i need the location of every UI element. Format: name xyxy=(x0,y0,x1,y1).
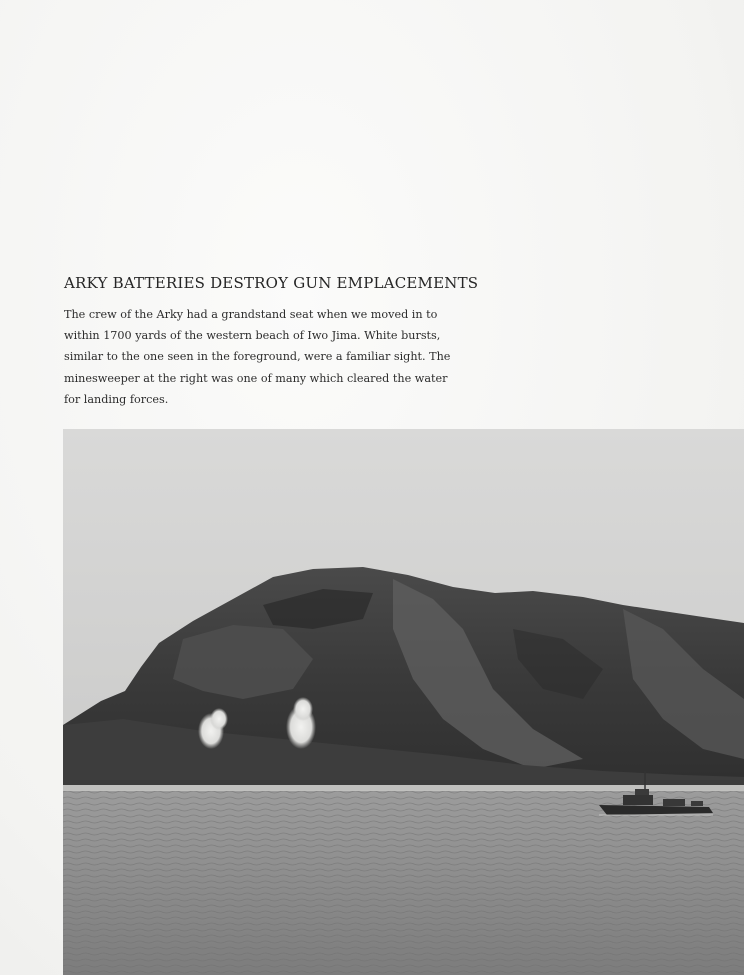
iwo-jima-photograph xyxy=(63,429,744,975)
shell-burst xyxy=(293,697,313,721)
article-body-line: within 1700 yards of the western beach of Iwo Jima. White bursts, xyxy=(64,329,441,343)
sea-waves xyxy=(63,791,744,975)
article-body-line: similar to the one seen in the foreground, were a familiar sight. The xyxy=(64,350,451,364)
article-heading: ARKY BATTERIES DESTROY GUN EMPLACEMENTS xyxy=(64,274,479,292)
article-body-line: minesweeper at the right was one of many which cleared the water xyxy=(64,371,448,385)
article-body-line: The crew of the Arky had a grandstand seat when we moved in to xyxy=(64,308,438,321)
article-body xyxy=(64,304,464,410)
shell-burst xyxy=(210,708,228,730)
article-body-line: for landing forces. xyxy=(64,392,169,406)
